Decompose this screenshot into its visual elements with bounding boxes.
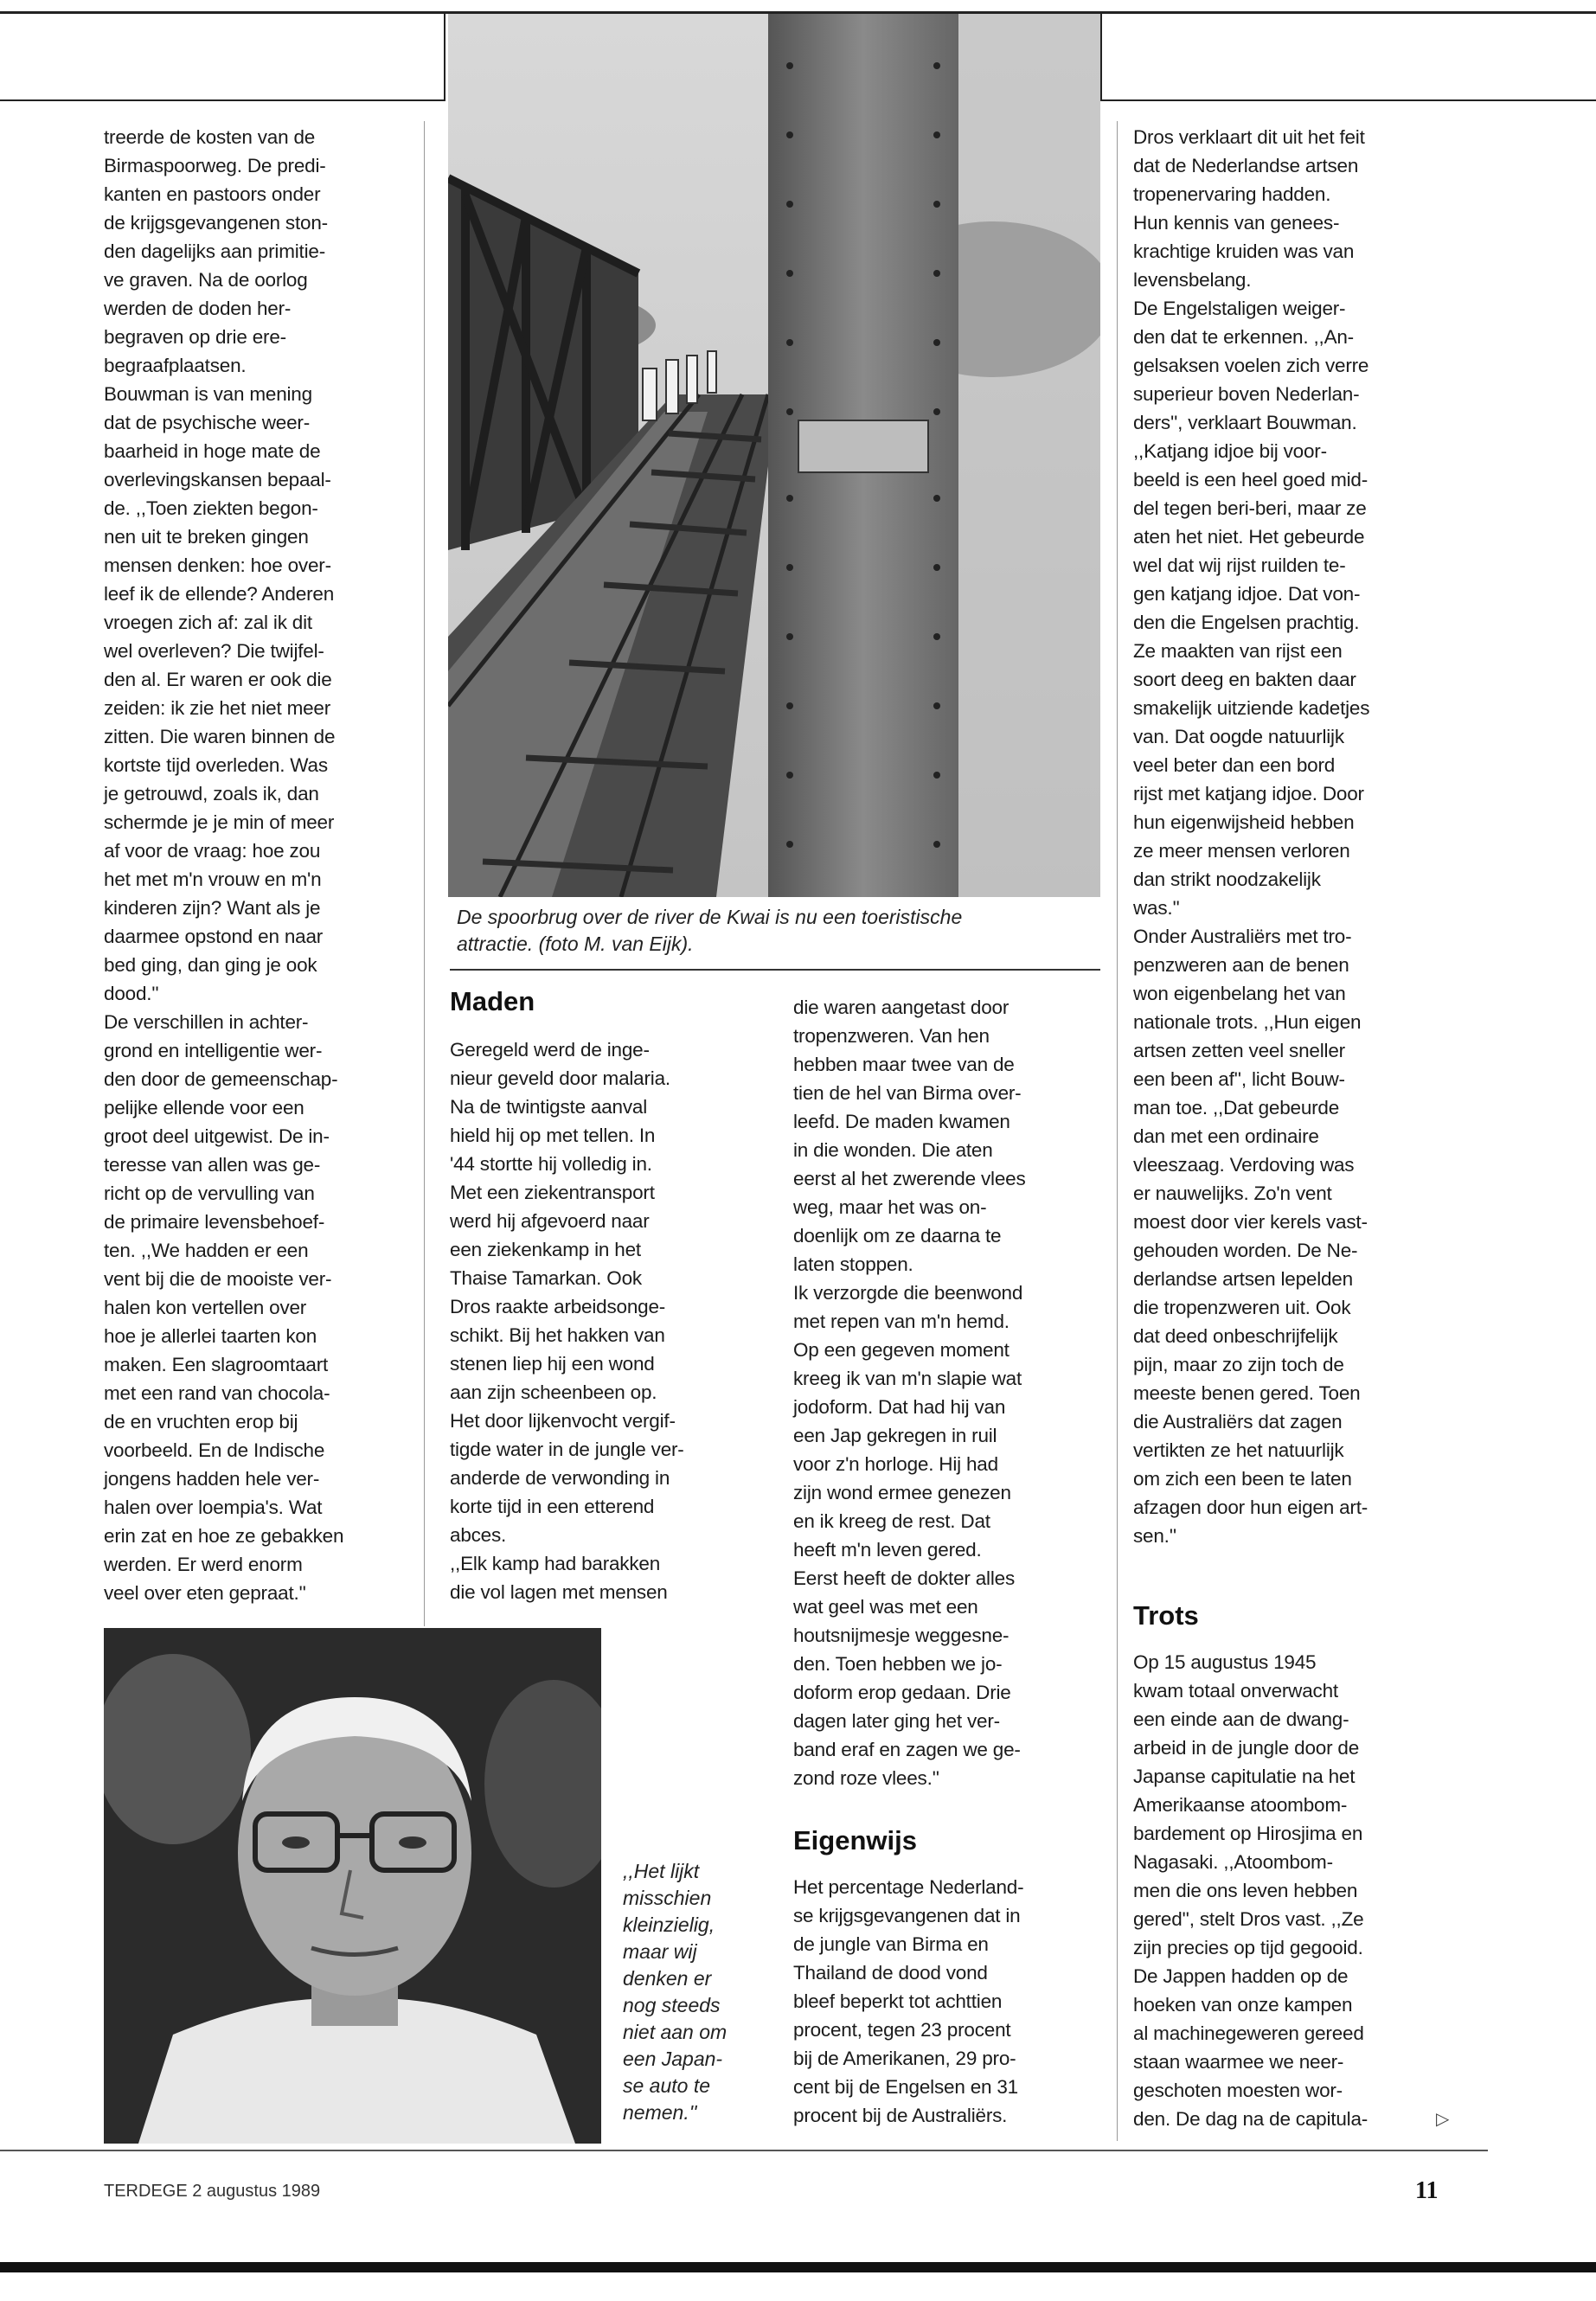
left-column-text: treerde de kosten van de Birmaspoorweg. De predi- kanten en pastoors onder de krijgsgevangenen ston- den dagelijks aan primitie- ve graven. Na de oorlog werden de doden her- begraven op drie ere- begraafplaatsen. Bouwman is van mening dat de psychische weer- baarheid in hoge mate de overlevingskansen bepaal- de. ,,Toen ziekten begon- nen uit te breken gingen mensen denken: hoe over- leef ik de ellende? Anderen vroegen zich af: zal ik dit wel overleven? Die twijfel- den al. Er waren er ook die zeiden: ik zie het niet meer zitten. Die waren binnen de kortste tijd overleden. Was je getrouwd, zoals ik, dan schermde je je min of meer af voor de vraag: hoe zou het met m'n vrouw en m'n kinderen zijn? Want als je daarmee opstond en naar bed ging, dan ging je ook dood.'' De verschillen in achter- grond en intelligentie wer- den door de gemeenschap- pelijke ellende voor een groot deel uitgewist. De in- teresse van allen was ge- richt op de vervulling van de primaire levensbehoef- ten. ,,We hadden er een vent bij die de mooiste ver- halen kon vertellen over hoe je allerlei taarten kon maken. Een slagroomtaart met een rand van chocola- de en vruchten erop bij voorbeeld. En de Indische jongens hadden hele ver- halen over loempia's. Wat erin zat en hoe ze gebakken werden. Er werd enorm veel over eten gepraat.'' [104, 126, 344, 1604]
left-header-box-bottom [0, 99, 445, 101]
left-column-divider [424, 121, 425, 1626]
heading-maden: Maden [450, 986, 535, 1016]
eigenwijs-text: Het percentage Nederland- se krijgsgevangenen dat in de jungle van Birma en Thailand de dood vond bleef beperkt tot achttien procent, tegen 23 procent bij de Amerikanen, 29 pro- cent bij de Engelsen en 31 procent bij de Australiërs. [793, 1876, 1024, 2126]
photo-caption: De spoorbrug over de river de Kwai is nu een toeristische attractie. (foto M. van Eijk). [457, 906, 963, 955]
heading-eigenwijs: Eigenwijs [793, 1825, 917, 1856]
portrait-photo [104, 1628, 601, 2144]
bottom-bar [0, 2262, 1596, 2272]
left-header-box-right-edge [444, 11, 445, 100]
trots-text: Op 15 augustus 1945 kwam totaal onverwacht een einde aan de dwang- arbeid in de jungle door de Japanse capitulatie na het Amerikaanse atoombom- bardement op Hirosjima en Nagasaki. ,,Atoombom- men die ons leven hebben gered'', stelt Dros vast. ,,Ze zijn precies op tijd gegooid. De Jappen hadden op de hoeken van onze kampen al machinegeweren gereed staan waarmee we neer- geschoten moesten wor- den. De dag na de capitula- [1133, 1651, 1368, 2130]
mid-column-text: die waren aangetast door tropenzweren. Van hen hebben maar twee van de tien de hel van Birma over- leefd. De maden kwamen in die wonden. Die aten eerst al het zwerende vlees weg, maar het was on- doenlijk om ze daarna te laten stoppen. Ik verzorgde die beenwond met repen van m'n hemd. Op een gegeven moment kreeg ik van m'n slapie wat jodoform. Dat had hij van een Jap gekregen in ruil voor z'n horloge. Hij had zijn wond ermee genezen en ik kreeg de rest. Dat heeft m'n leven gered. Eerst heeft de dokter alles wat geel was met een houtsnijmesje weggesne- den. Toen hebben we jo- doform erop gedaan. Drie dagen later ging het ver- band eraf en zagen we ge- zond roze vlees.'' [793, 997, 1026, 1789]
bridge-photo [448, 14, 1100, 897]
right-column-text: Dros verklaart dit uit het feit dat de Nederlandse artsen tropenervaring hadden. Hun kennis van genees- krachtige kruiden was van levensbelang. De Engelstaligen weiger- den dat te erkennen. ,,An- gelsaksen voelen zich verre superieur boven Nederlan- ders'', verklaart Bouwman. ,,Katjang idjoe bij voor- beeld is een heel goed mid- del tegen beri-beri, maar ze aten het niet. Het gebeurde wel dat wij rijst ruilden te- gen katjang idjoe. Dat von- den die Engelsen prachtig. Ze maakten van rijst een soort deeg en bakten daar smakelijk uitziende kadetjes van. Dat oogde natuurlijk veel beter dan een bord rijst met katjang idjoe. Door hun eigenwijsheid hebben ze meer mensen verloren dan strikt noodzakelijk was.'' Onder Australiërs met tro- penzweren aan de benen won eigenbelang het van nationale trots. ,,Hun eigen artsen zetten veel sneller een been af'', licht Bouw- man toe. ,,Dat gebeurde dan met een ordinaire vleeszaag. Verdoving was er nauwelijks. Zo'n vent moest door vier kerels vast- gehouden worden. De Ne- derlandse artsen lepelden die tropenzweren uit. Ook dat deed onbeschrijfelijk pijn, maar zo zijn toch de meeste benen gered. Toen die Australiërs dat zagen vertikten ze het natuurlijk om zich een been te laten afzagen door hun eigen art- sen.'' [1133, 126, 1370, 1547]
footer-rule [0, 2150, 1488, 2151]
right-header-box-bottom [1100, 99, 1596, 101]
pull-quote: ,,Het lijkt misschien kleinzielig, maar wij denken er nog steeds niet aan om een Japan- se auto te nemen.'' [623, 1860, 727, 2124]
continue-arrow: ▷ [1436, 2108, 1450, 2129]
page-number: 11 [1415, 2177, 1439, 2204]
heading-trots: Trots [1133, 1600, 1199, 1631]
footer-publication: TERDEGE 2 augustus 1989 [104, 2182, 321, 2201]
maden-text: Geregeld werd de inge- nieur geveld door malaria. Na de twintigste aanval hield hij op met tellen. In '44 stortte hij volledig in. Met een ziekentransport werd hij afgevoerd naar een ziekenkamp in het Thaise Tamarkan. Ook Dros raakte arbeidsonge- schikt. Bij het hakken van stenen liep hij een wond aan zijn scheenbeen op. Het door lijkenvocht vergif- tigde water in de jungle ver- anderde de verwonding in korte tijd in een etterend abces. ,,Elk kamp had barakken die vol lagen met mensen [450, 1039, 684, 1603]
right-header-box-left-edge [1100, 11, 1102, 100]
caption-rule [450, 969, 1100, 971]
right-column-divider [1117, 121, 1118, 2141]
